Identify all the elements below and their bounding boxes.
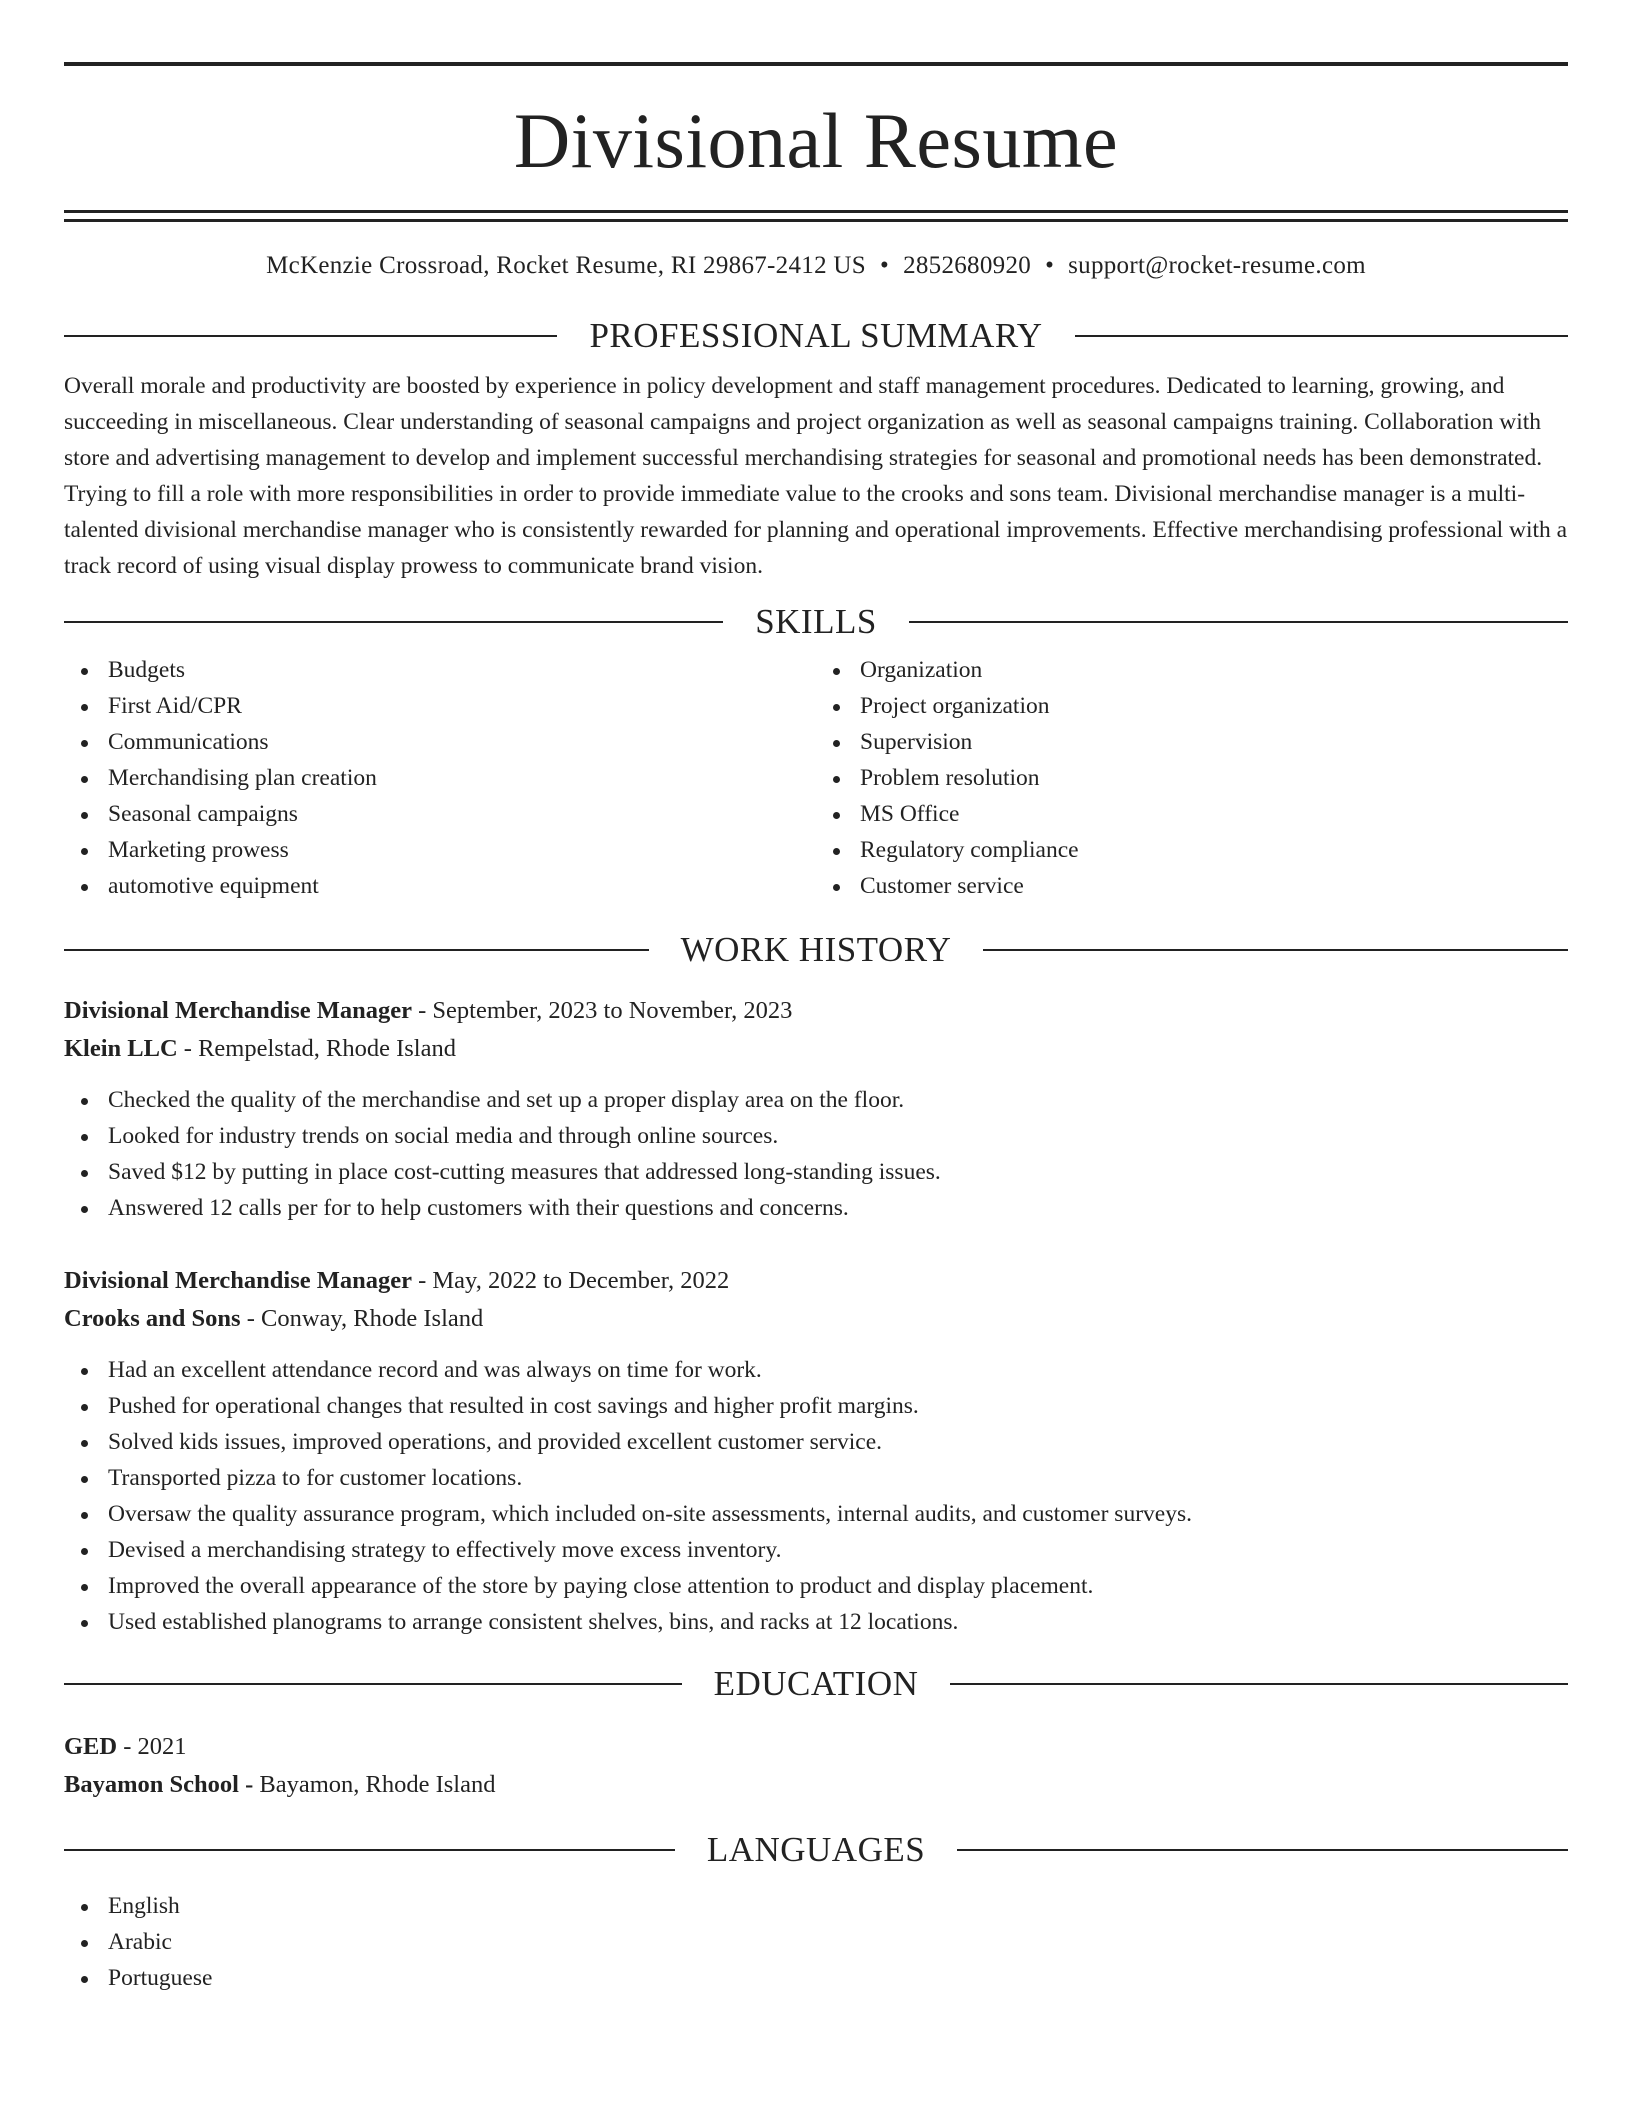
skill-item: Budgets xyxy=(64,652,816,688)
summary-heading xyxy=(64,316,1568,356)
work-history-heading xyxy=(64,930,1568,970)
language-item: English xyxy=(64,1888,1568,1924)
education-heading xyxy=(64,1664,1568,1704)
skill-item: Seasonal campaigns xyxy=(64,796,816,832)
job-title: Divisional Merchandise Manager xyxy=(64,997,412,1024)
job-location: - Conway, Rhode Island xyxy=(240,1305,484,1332)
skill-item: automotive equipment xyxy=(64,868,816,904)
skill-item: Problem resolution xyxy=(816,760,1568,796)
work-history-heading-text: WORK HISTORY xyxy=(680,930,952,969)
skills-list-right xyxy=(816,652,1568,904)
skill-item: MS Office xyxy=(816,796,1568,832)
job-bullet: Checked the quality of the merchandise and set up a proper display area on the floor. xyxy=(64,1082,1568,1118)
job-bullet: Transported pizza to for customer locations. xyxy=(64,1460,1568,1496)
job-company-line xyxy=(64,1300,1568,1338)
job-bullet: Used established planograms to arrange consistent shelves, bins, and racks at 12 locations. xyxy=(64,1604,1568,1640)
job-bullet: Improved the overall appearance of the store by paying close attention to product and display placement. xyxy=(64,1568,1568,1604)
job-dates: - September, 2023 to November, 2023 xyxy=(411,997,793,1024)
job-entry xyxy=(64,992,1568,1226)
job-title-line xyxy=(64,1262,1568,1300)
education-year: - 2021 xyxy=(117,1733,187,1760)
job-title-line xyxy=(64,992,1568,1030)
skill-item: Customer service xyxy=(816,868,1568,904)
languages-heading-text: LANGUAGES xyxy=(706,1830,926,1869)
job-company: Crooks and Sons xyxy=(64,1305,241,1332)
languages-list xyxy=(64,1888,1568,1996)
job-bullet: Looked for industry trends on social media and through online sources. xyxy=(64,1118,1568,1154)
job-bullet: Pushed for operational changes that resulted in cost savings and higher profit margins. xyxy=(64,1388,1568,1424)
resume-title: Divisional Resume xyxy=(513,97,1119,184)
skill-item: Organization xyxy=(816,652,1568,688)
job-bullets xyxy=(64,1082,1568,1226)
skill-item: Regulatory compliance xyxy=(816,832,1568,868)
skill-item: Communications xyxy=(64,724,816,760)
skills-list-left xyxy=(64,652,816,904)
education-school-line xyxy=(64,1766,1568,1804)
education-heading-text: EDUCATION xyxy=(713,1664,919,1703)
education-degree-line xyxy=(64,1728,1568,1766)
skills-grid xyxy=(64,652,1568,904)
title-double-rule xyxy=(64,210,1568,222)
job-bullet: Saved $12 by putting in place cost-cutting measures that addressed long-standing issues. xyxy=(64,1154,1568,1190)
contact-phone: 2852680920 xyxy=(903,252,1032,279)
job-dates: - May, 2022 to December, 2022 xyxy=(411,1267,730,1294)
summary-text: Overall morale and productivity are boosted by experience in policy development and staff management procedures. Dedicated to learning, growing, and succeeding in miscellaneous. Clear understanding of seasonal campaigns and project organization as well as seasonal campaigns training. Collaboration with store and advertising management to develop and implement successful merchandising strategies for seasonal and promotional needs has been demonstrated. Trying to fill a role with more responsibilities in order to provide immediate value to the crooks and sons team. Divisional merchandise manager is a multi-talented divisional merchandise manager who is consistently rewarded for planning and operational improvements. Effective merchandising professional with a track record of using visual display prowess to communicate brand vision. xyxy=(64,373,1568,579)
contact-address: McKenzie Crossroad, Rocket Resume, RI 29867-2412 US xyxy=(266,252,866,279)
job-bullets xyxy=(64,1352,1568,1640)
contact-email: support@rocket-resume.com xyxy=(1068,252,1366,279)
language-item: Portuguese xyxy=(64,1960,1568,1996)
skills-heading-text: SKILLS xyxy=(755,602,877,641)
language-item: Arabic xyxy=(64,1924,1568,1960)
skill-item: Marketing prowess xyxy=(64,832,816,868)
education-degree: GED xyxy=(64,1733,118,1760)
job-company-line xyxy=(64,1030,1568,1068)
job-company: Klein LLC xyxy=(64,1035,178,1062)
education-entry xyxy=(64,1728,1568,1804)
top-rule xyxy=(64,62,1568,66)
contact-separator: • xyxy=(1045,252,1055,279)
education-school: Bayamon School xyxy=(64,1771,239,1798)
job-bullet: Devised a merchandising strategy to effectively move excess inventory. xyxy=(64,1532,1568,1568)
job-location: - Rempelstad, Rhode Island xyxy=(177,1035,456,1062)
job-bullet: Solved kids issues, improved operations, and provided excellent customer service. xyxy=(64,1424,1568,1460)
job-bullet: Oversaw the quality assurance program, which included on-site assessments, internal audits, and customer surveys. xyxy=(64,1496,1568,1532)
contact-line xyxy=(64,252,1568,280)
languages-heading xyxy=(64,1830,1568,1870)
contact-separator: • xyxy=(880,252,890,279)
skill-item: Project organization xyxy=(816,688,1568,724)
education-location: Bayamon, Rhode Island xyxy=(259,1771,496,1798)
skill-item: Supervision xyxy=(816,724,1568,760)
job-title: Divisional Merchandise Manager xyxy=(64,1267,412,1294)
job-bullet: Answered 12 calls per for to help customers with their questions and concerns. xyxy=(64,1190,1568,1226)
education-school-separator: - xyxy=(238,1771,260,1798)
summary-heading-text: PROFESSIONAL SUMMARY xyxy=(589,316,1043,355)
job-bullet: Had an excellent attendance record and was always on time for work. xyxy=(64,1352,1568,1388)
skill-item: First Aid/CPR xyxy=(64,688,816,724)
skill-item: Merchandising plan creation xyxy=(64,760,816,796)
skills-heading xyxy=(64,602,1568,642)
job-entry xyxy=(64,1262,1568,1640)
